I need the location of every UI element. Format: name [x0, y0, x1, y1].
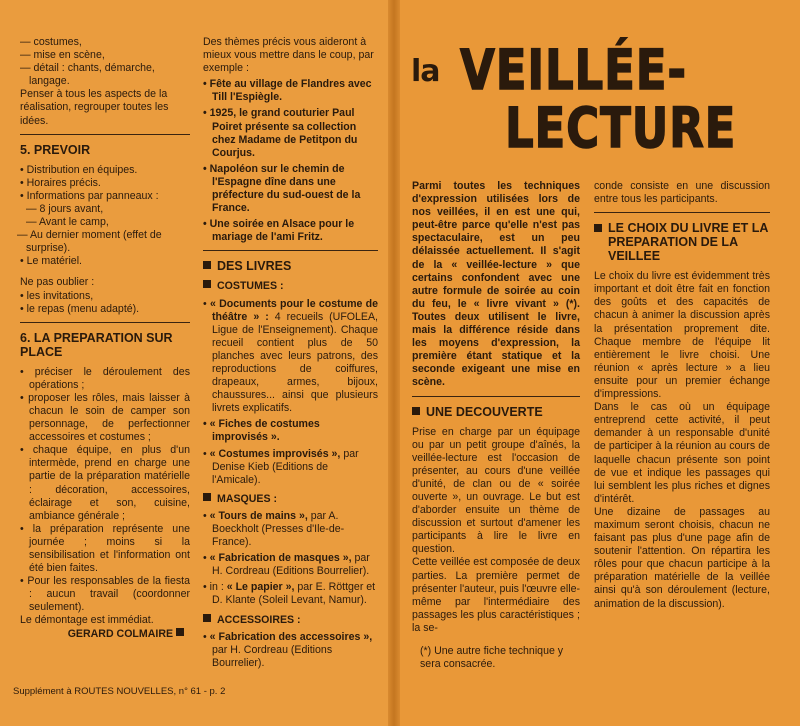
title-line-1: VEILLÉE-	[460, 38, 687, 102]
list-item: — mise en scène,	[20, 49, 105, 62]
subheading-costumes: COSTUMES :	[203, 280, 378, 293]
list-item: • proposer les rôles, mais laisser à chacun le soin de camper son personnage, de perfectionner accessoires et costumes ;	[20, 391, 190, 444]
list-item: • « Fabrication de masques », par H. Cordreau (Editions Bourrelier).	[203, 552, 370, 578]
paragraph: Dans le cas où un équipage entreprend cette activité, il peut demander à un responsable d'unité de participer à la réunion au cours de laquelle chacun présente son point de vue et indique les passages qui lui semblent les plus riches et dignes d'intérêt.	[594, 401, 770, 505]
list-item: • « Documents pour le costume de théâtre » : 4 recueils (UFOLEA, Ligue de l'Enseignement). Chaque recueil contient plus de 50 planches avec leurs patrons, des reproductions de coiffures, drapeaux, armes, bijoux, chaussures... ainsi que plusieurs livrets explicatifs.	[203, 297, 379, 415]
paragraph: Ne pas oublier :	[20, 276, 95, 289]
square-bullet-icon	[203, 280, 211, 288]
divider	[412, 396, 580, 397]
column-1	[17, 36, 190, 641]
title-line-2: LECTURE	[505, 96, 737, 160]
square-bullet-icon	[594, 224, 602, 232]
list-item: • la préparation représente une journée ; moins si la sensibilisation et l'information ont été bien faites.	[20, 522, 190, 575]
list-item: • préciser le déroulement des opérations ;	[20, 365, 190, 391]
subheading-accessoires: ACCESSOIRES :	[203, 614, 378, 627]
list-item: • Le matériel.	[20, 255, 83, 268]
list-item: • Horaires précis.	[20, 176, 101, 189]
list-item: • 1925, le grand couturier Paul Poiret présente sa collection chez Madame de Petitpon du Courjus.	[203, 107, 358, 159]
paragraph: Des thèmes précis vous aideront à mieux vous mettre dans le coup, par exemple :	[203, 36, 374, 75]
list-item: • « Fabrication des accessoires », par H. Cordreau (Editions Bourrelier).	[203, 630, 373, 669]
section-heading-livres: DES LIVRES	[203, 259, 378, 273]
paragraph: Cette veillée est composée de deux parties. La première permet de présenter l'auteur, puis l'œuvre elle-même par l'intermédiaire des passages les plus caractéristiques ; la se-	[412, 556, 580, 634]
paragraph: Une dizaine de passages au maximum seront choisis, chacun ne faisant pas plus d'une page afin de soutenir l'attention. On répartira les rôles pour que chacun participe à la préparation matérielle de la veillée ainsi qu'à son déroulement (lecture, animation de la discussion).	[594, 505, 770, 610]
title-article-word: la	[411, 54, 440, 89]
section-heading-decouverte: UNE DECOUVERTE	[412, 405, 580, 419]
subheading-masques: MASQUES :	[203, 493, 378, 506]
divider	[203, 250, 378, 251]
list-item: • « Fiches de costumes improvisés ».	[203, 418, 320, 444]
divider	[594, 212, 770, 213]
list-item: — 8 jours avant,	[26, 202, 104, 215]
list-item: • « Tours de mains », par A. Boeckholt (Presses d'Ile-de-France).	[203, 509, 345, 549]
paragraph: conde consiste en une discussion entre tous les participants.	[594, 180, 770, 206]
intro-paragraph: Parmi toutes les techniques d'expression utilisées lors de nos veillées, il en est une qui, peut-être parce qu'elle n'est pas spectaculaire, est un peu délaissée actuellement. Il s'agit de la « veillée-lecture » que certains confondent avec une autre formule de soirée au coin du feu, le « livre vivant » (*). Toutes deux utilisent le livre, mais la différence réside dans les moyens d'expression, la première étant statique et la seconde exigeant une mise en scène.	[412, 180, 580, 389]
page-footer: Supplément à ROUTES NOUVELLES, n° 61 - p. 2	[13, 686, 226, 697]
list-item: • Informations par panneaux :	[20, 189, 159, 202]
section-heading-prevoir: 5. PREVOIR	[20, 142, 91, 157]
section-heading-preparation: 6. LA PREPARATION SUR PLACE	[20, 330, 173, 359]
square-bullet-icon	[203, 493, 211, 501]
list-item: • in : « Le papier », par E. Röttger et D. Klante (Soleil Levant, Namur).	[203, 581, 376, 607]
column-4	[594, 180, 770, 611]
square-bullet-icon	[203, 261, 211, 269]
square-bullet-icon	[203, 614, 211, 622]
list-item: — Au dernier moment (effet de surprise).	[17, 229, 162, 255]
list-item: • les invitations,	[20, 289, 94, 302]
list-item: • Distribution en équipes.	[20, 163, 138, 176]
divider	[20, 134, 190, 135]
list-item: • « Costumes improvisés », par Denise Kieb (Editions de l'Amicale).	[203, 447, 359, 486]
paragraph: Le démontage est immédiat.	[20, 614, 154, 627]
signature: GERARD COLMAIRE	[20, 628, 190, 641]
square-bullet-icon	[176, 628, 184, 636]
column-3	[412, 180, 580, 671]
list-item: • Pour les responsables de la fiesta : aucun travail (coordonner seulement).	[20, 575, 190, 614]
divider	[20, 322, 190, 323]
list-item: • Une soirée en Alsace pour le mariage de l'ami Fritz.	[203, 218, 355, 244]
list-item: • Napoléon sur le chemin de l'Espagne dîne dans une préfecture du sud-ouest de la France.	[203, 162, 361, 215]
section-heading-choix: LE CHOIX DU LIVRE ET LA PREPARATION DE LA VEILLEE	[594, 221, 770, 263]
list-item: • chaque équipe, en plus d'un intermède, prend en charge une partie de la préparation matérielle : décoration, accessoires, éclairage et son, cuisine, ambiance générale ;	[20, 444, 190, 522]
paragraph: Le choix du livre est évidemment très important et doit être fait en fonction des goûts et des capacités de chacun à animer la discussion après la présentation proprement dite. Chaque membre de l'équipe lit entièrement le livre choisi. Une réunion « après lecture » a lieu ensuite pour un premier échange d'impressions.	[594, 270, 770, 401]
paragraph: Penser à tous les aspects de la réalisation, regrouper toutes les idées.	[20, 88, 169, 127]
list-item: — costumes,	[20, 36, 82, 48]
square-bullet-icon	[412, 407, 420, 415]
list-item: — détail : chants, démarche, langage.	[20, 62, 155, 88]
list-item: • Fête au village de Flandres avec Till l'Espiègle.	[203, 78, 372, 104]
paragraph: Prise en charge par un équipage ou par un petit groupe d'aînés, la veillée-lecture est l'occasion de présenter, au cours d'une veillée d'unité, de clan ou de « soirée ouverte », un ouvrage. Le but est d'aborder ensuite un thème de discussion et surtout d'amener les participants à lire le livre en question.	[412, 425, 580, 556]
article-title	[405, 38, 785, 178]
page-gutter	[388, 0, 400, 726]
column-2	[203, 36, 378, 670]
list-item: — Avant le camp,	[26, 216, 109, 229]
list-item: • le repas (menu adapté).	[20, 302, 140, 315]
footnote: (*) Une autre fiche technique y sera consacrée.	[420, 645, 564, 671]
